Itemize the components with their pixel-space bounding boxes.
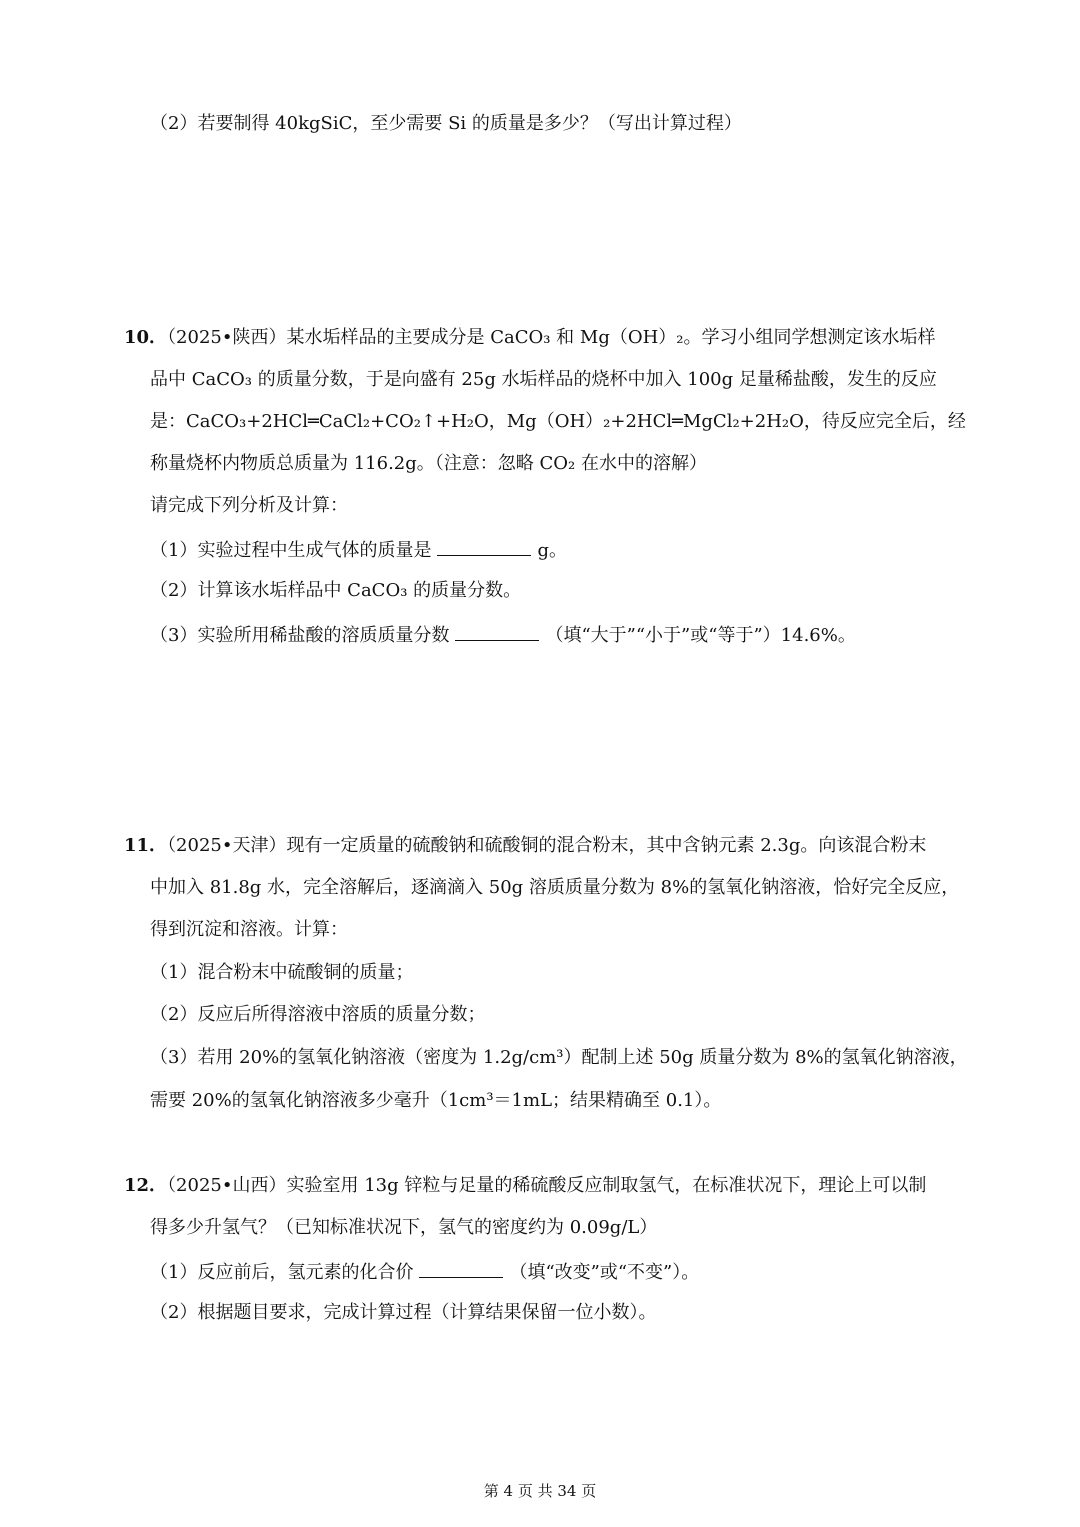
answer-blank[interactable] xyxy=(419,1259,503,1278)
q12-line2: 得多少升氢气？（已知标准状况下，氢气的密度约为 0.09g/L） xyxy=(150,1217,658,1238)
q10-line5: 请完成下列分析及计算： xyxy=(150,495,348,516)
q12-part2: （2）根据题目要求，完成计算过程（计算结果保留一位小数）。 xyxy=(150,1302,657,1323)
q11-line3: 得到沉淀和溶液。计算： xyxy=(150,919,348,940)
q10-line4: 称量烧杯内物质总质量为 116.2g。（注意：忽略 CO₂ 在水中的溶解） xyxy=(150,453,707,474)
q10-part3 xyxy=(150,622,856,648)
answer-blank[interactable] xyxy=(437,537,531,556)
question-number: 12． xyxy=(124,1175,168,1196)
q11-line2: 中加入 81.8g 水，完全溶解后，逐滴滴入 50g 溶质质量分数为 8%的氢氧化钠溶液，恰好完全反应， xyxy=(150,877,960,898)
answer-blank[interactable] xyxy=(455,622,539,641)
q9-part2: （2）若要制得 40kgSiC，至少需要 Si 的质量是多少？（写出计算过程） xyxy=(150,113,742,134)
q11-part3: （3）若用 20%的氢氧化钠溶液（密度为 1.2g/cm³）配制上述 50g 质量分数为 8%的氢氧化钠溶液， xyxy=(150,1047,968,1068)
q12-part1-hint: （填“改变”或“不变”）。 xyxy=(509,1262,700,1283)
q12-part1 xyxy=(150,1259,699,1285)
q10-part1-unit: g。 xyxy=(537,540,567,561)
q10-part1 xyxy=(150,537,567,563)
q10-stem-1: （2025•陕西）某水垢样品的主要成分是 CaCO₃ 和 Mg（OH）₂。学习小组同学想测定该水垢样 xyxy=(167,327,936,348)
q10-line2: 品中 CaCO₃ 的质量分数，于是向盛有 25g 水垢样品的烧杯中加入 100g 足量稀盐酸，发生的反应 xyxy=(150,369,937,390)
q10-line3: 是：CaCO₃+2HCl═CaCl₂+CO₂↑+H₂O，Mg（OH）₂+2HCl═MgCl₂+2H₂O，待反应完全后，经 xyxy=(150,411,966,432)
q12-part1-text: （1）反应前后，氢元素的化合价 xyxy=(150,1262,414,1283)
page-footer: 第 4 页 共 34 页 xyxy=(483,1482,597,1500)
q11-line1 xyxy=(124,834,926,858)
q12-line1 xyxy=(124,1174,926,1198)
q11-part1: （1）混合粉末中硫酸铜的质量； xyxy=(150,962,414,983)
question-number: 11． xyxy=(124,835,168,856)
q12-stem-1: （2025•山西）实验室用 13g 锌粒与足量的稀硫酸反应制取氢气，在标准状况下，理论上可以制 xyxy=(167,1175,927,1196)
q11-part3-cont: 需要 20%的氢氧化钠溶液多少毫升（1cm³＝1mL；结果精确至 0.1）。 xyxy=(150,1090,722,1111)
q10-part2: （2）计算该水垢样品中 CaCO₃ 的质量分数。 xyxy=(150,580,522,601)
q11-stem-1: （2025•天津）现有一定质量的硫酸钠和硫酸铜的混合粉末，其中含钠元素 2.3g。向该混合粉末 xyxy=(167,835,927,856)
q10-line1 xyxy=(124,326,936,350)
q11-part2: （2）反应后所得溶液中溶质的质量分数； xyxy=(150,1004,486,1025)
q10-part3-hint: （填“大于”“小于”或“等于”）14.6%。 xyxy=(545,625,856,646)
q10-part3-text: （3）实验所用稀盐酸的溶质质量分数 xyxy=(150,625,450,646)
q10-part1-text: （1）实验过程中生成气体的质量是 xyxy=(150,540,432,561)
question-number: 10． xyxy=(124,327,168,348)
